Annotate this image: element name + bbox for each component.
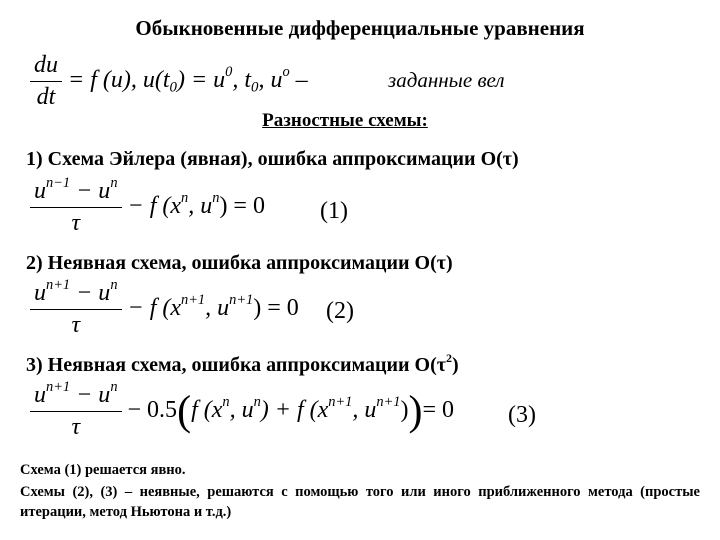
scheme-1-x-sup: n: [181, 190, 189, 207]
ode-frac-num: du: [30, 52, 62, 82]
scheme-3-heading-text: 3) Неявная схема, ошибка аппроксимации O(τ: [26, 354, 446, 376]
scheme-1-u-sup: n: [212, 190, 220, 207]
given-values-label: заданные вел: [388, 68, 505, 92]
scheme-3-num-u: u: [34, 382, 46, 408]
page-title: Обыкновенные дифференциальные уравнения: [135, 16, 585, 40]
scheme-1-u: , u: [188, 193, 213, 220]
scheme-3-number: (3): [508, 402, 536, 428]
scheme-3-coef: − 0.5: [127, 397, 178, 424]
scheme-1-f: − f (x: [127, 193, 182, 220]
scheme-3-f1: f (x: [191, 397, 223, 424]
note-explicit: Схема (1) решается явно.: [20, 462, 186, 478]
ode-mid: ) = u: [176, 67, 226, 94]
scheme-3-num-sup-b: n: [110, 379, 118, 396]
scheme-3-u1-sup: n: [253, 394, 261, 411]
ode-sup: 0: [225, 64, 233, 81]
scheme-3-heading: [26, 351, 459, 377]
scheme-2-close: ) = 0: [253, 295, 299, 322]
scheme-3-u2-sup: n+1: [376, 394, 401, 411]
scheme-3-u2: , u: [352, 397, 377, 424]
scheme-2-num-u: u: [34, 280, 46, 306]
scheme-3-open-paren: (: [177, 388, 192, 435]
scheme-1-close: ) = 0: [219, 193, 265, 220]
scheme-3-denominator: τ: [71, 414, 81, 440]
scheme-2-heading: 2) Неявная схема, ошибка аппроксимации O(τ): [26, 252, 453, 274]
scheme-1-denominator: τ: [71, 210, 81, 236]
scheme-2-fraction: [30, 277, 122, 339]
scheme-2-num-sup-a: n+1: [46, 277, 71, 294]
scheme-3-heading-sup: 2: [446, 351, 452, 365]
scheme-1-num-sup-b: n: [110, 175, 118, 192]
scheme-1-numerator: [30, 175, 122, 208]
scheme-2-equation: [30, 277, 299, 339]
scheme-2-numerator: [30, 277, 122, 310]
ode-tail: , t: [232, 67, 252, 94]
scheme-3-num-minus-u: − u: [76, 382, 111, 408]
ode-equation: [30, 52, 308, 111]
scheme-2-num-sup-b: n: [110, 277, 118, 294]
ode-sub: 0: [169, 79, 177, 96]
note-implicit: Схемы (2), (3) – неявные, решаются с помощью того или иного приближенного метода (простые итерации, метод Ньютона и т.д.): [20, 484, 700, 520]
scheme-1-num-u: u: [34, 178, 46, 204]
scheme-3-close-paren: ): [408, 388, 423, 435]
scheme-2-x-sup: n+1: [181, 292, 206, 309]
scheme-3-numerator: [30, 379, 122, 412]
scheme-2-u-sup: n+1: [229, 292, 254, 309]
ode-rhs: = f (u), u(t: [68, 67, 170, 94]
ode-derivative-fraction: [30, 52, 62, 111]
scheme-3-equation: [30, 379, 455, 441]
scheme-1-heading: 1) Схема Эйлера (явная), ошибка аппроксимации O(τ): [26, 148, 519, 170]
scheme-3-num-sup-a: n+1: [46, 379, 71, 396]
scheme-1-equation: [30, 175, 265, 237]
scheme-1-num-minus-u: − u: [76, 178, 111, 204]
ode-tail2: , u: [258, 67, 283, 94]
scheme-3-x2-sup: n+1: [328, 394, 353, 411]
scheme-3-heading-close: ): [452, 354, 459, 376]
scheme-1-number: (1): [320, 198, 348, 224]
scheme-2-f: − f (x: [127, 295, 182, 322]
scheme-2-num-minus-u: − u: [76, 280, 111, 306]
ode-dash: –: [289, 67, 308, 94]
scheme-2-denominator: τ: [71, 312, 81, 338]
scheme-1-num-sup-a: n−1: [46, 175, 71, 192]
scheme-3-x1-sup: n: [222, 394, 230, 411]
scheme-3-u1: , u: [229, 397, 254, 424]
ode-frac-den: dt: [36, 84, 56, 110]
scheme-1-fraction: [30, 175, 122, 237]
scheme-3-eq0: = 0: [422, 397, 455, 424]
scheme-2-number: (2): [326, 298, 354, 324]
ode-sup-uo: o: [282, 64, 290, 81]
difference-schemes-heading: Разностные схемы:: [262, 110, 428, 131]
scheme-3-close: ): [400, 397, 409, 424]
scheme-3-plus: ) + f (x: [260, 397, 329, 424]
scheme-2-u: , u: [205, 295, 230, 322]
ode-sub-t0: 0: [251, 79, 259, 96]
scheme-3-fraction: [30, 379, 122, 441]
